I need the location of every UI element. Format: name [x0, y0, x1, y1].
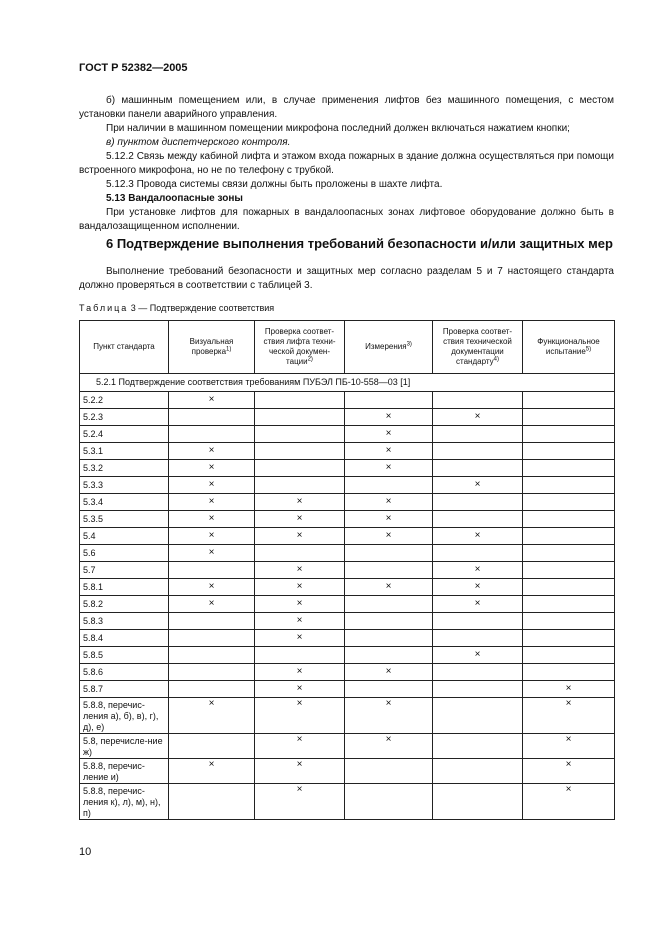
mark-cell: ×: [433, 409, 523, 426]
mark-cell: [433, 443, 523, 460]
mark-cell: [433, 392, 523, 409]
item-cell: 5.8.3: [80, 613, 169, 630]
mark-cell: [523, 392, 615, 409]
item-cell: 5.8.8, перечис-ление и): [80, 759, 169, 784]
mark-cell: ×: [255, 759, 345, 784]
mark-cell: [523, 630, 615, 647]
mark-cell: [255, 647, 345, 664]
mark-cell: ×: [345, 426, 433, 443]
table-row: [80, 562, 615, 579]
paragraph: При установке лифтов для пожарных в вандалоопасных зонах лифтовое оборудование должно быть в вандалозащищенном исполнении.: [79, 207, 614, 232]
mark-cell: ×: [433, 528, 523, 545]
header-cell-visual: Визуальная проверка$^{1)}$: [169, 321, 255, 374]
mark-cell: [523, 460, 615, 477]
table-row: [80, 698, 615, 734]
mark-cell: ×: [169, 545, 255, 562]
item-cell: 5.3.4: [80, 494, 169, 511]
mark-cell: [433, 681, 523, 698]
item-cell: 5.8.2: [80, 596, 169, 613]
table-row: [80, 443, 615, 460]
item-cell: 5.3.5: [80, 511, 169, 528]
mark-cell: ×: [433, 579, 523, 596]
mark-cell: [433, 630, 523, 647]
mark-cell: [169, 681, 255, 698]
mark-cell: [523, 477, 615, 494]
mark-cell: ×: [255, 596, 345, 613]
mark-cell: ×: [523, 759, 615, 784]
mark-cell: [433, 426, 523, 443]
mark-cell: ×: [169, 579, 255, 596]
mark-cell: ×: [169, 443, 255, 460]
mark-cell: ×: [433, 647, 523, 664]
item-cell: 5.6: [80, 545, 169, 562]
mark-cell: ×: [169, 477, 255, 494]
item-cell: 5.3.3: [80, 477, 169, 494]
table-caption: [79, 303, 274, 313]
table-row: [80, 460, 615, 477]
mark-cell: ×: [169, 698, 255, 734]
mark-cell: ×: [255, 511, 345, 528]
table-caption-label: Таблица: [79, 303, 129, 313]
mark-cell: ×: [523, 734, 615, 759]
table-row: [80, 613, 615, 630]
intro-block: [79, 265, 614, 293]
table-row: [80, 392, 615, 409]
item-cell: 5.8.4: [80, 630, 169, 647]
mark-cell: ×: [255, 698, 345, 734]
mark-cell: [523, 528, 615, 545]
item-cell: 5.2.3: [80, 409, 169, 426]
mark-cell: [523, 409, 615, 426]
mark-cell: [169, 426, 255, 443]
paragraph: При наличии в машинном помещении микрофона последний должен включаться нажатием кнопки;: [106, 123, 570, 134]
mark-cell: [169, 734, 255, 759]
item-cell: 5.8.8, перечис-ления к), л), м), н), п): [80, 784, 169, 820]
mark-cell: ×: [523, 784, 615, 820]
section-heading: 6 Подтверждение выполнения требований безопасности и/или защитных мер: [106, 236, 613, 251]
header-cell-doc-check: Проверка соответ-ствия лифта техни-ческой докумен-тации$^{2)}$: [255, 321, 345, 374]
mark-cell: ×: [255, 562, 345, 579]
table-row: [80, 734, 615, 759]
header-cell-functional-test: Функциональное испытание$^{5)}$: [523, 321, 615, 374]
table-row: [80, 494, 615, 511]
item-cell: 5.8, перечисле-ние ж): [80, 734, 169, 759]
mark-cell: [523, 579, 615, 596]
mark-cell: [255, 477, 345, 494]
mark-cell: ×: [169, 759, 255, 784]
table-row: [80, 784, 615, 820]
mark-cell: ×: [255, 494, 345, 511]
mark-cell: ×: [169, 596, 255, 613]
mark-cell: [433, 698, 523, 734]
span-row-cell: 5.2.1 Подтверждение соответствия требованиям ПУБЭЛ ПБ-10-558—03 [1]: [80, 374, 615, 392]
mark-cell: [345, 759, 433, 784]
item-cell: 5.3.2: [80, 460, 169, 477]
table-row: [80, 511, 615, 528]
mark-cell: [345, 647, 433, 664]
mark-cell: [523, 443, 615, 460]
header-cell-item: Пункт стандарта: [80, 321, 169, 374]
mark-cell: [255, 443, 345, 460]
mark-cell: ×: [345, 494, 433, 511]
mark-cell: ×: [169, 511, 255, 528]
mark-cell: [169, 613, 255, 630]
mark-cell: [345, 681, 433, 698]
mark-cell: [433, 460, 523, 477]
table-row: [80, 528, 615, 545]
mark-cell: [169, 409, 255, 426]
mark-cell: ×: [169, 392, 255, 409]
header-cell-standard-check: Проверка соответ-ствия технической документации стандарту$^{4)}$: [433, 321, 523, 374]
item-cell: 5.8.5: [80, 647, 169, 664]
mark-cell: [345, 596, 433, 613]
intro-paragraph: Выполнение требований безопасности и защитных мер согласно разделам 5 и 7 настоящего стандарта должно проверяться в соответствии с таблицей 3.: [79, 266, 614, 291]
table-row: [80, 630, 615, 647]
mark-cell: ×: [255, 681, 345, 698]
item-cell: 5.8.8, перечис-ления а), б), в), г), д), е): [80, 698, 169, 734]
mark-cell: [169, 664, 255, 681]
document-header: ГОСТ Р 52382—2005: [79, 62, 188, 74]
mark-cell: [345, 477, 433, 494]
mark-cell: [433, 494, 523, 511]
table-span-row: [80, 374, 615, 392]
mark-cell: ×: [255, 579, 345, 596]
mark-cell: ×: [169, 460, 255, 477]
subsection-heading: 5.13 Вандалоопасные зоны: [106, 193, 243, 204]
table-row: [80, 477, 615, 494]
mark-cell: [345, 562, 433, 579]
mark-cell: [169, 630, 255, 647]
mark-cell: [255, 460, 345, 477]
item-cell: 5.3.1: [80, 443, 169, 460]
mark-cell: [523, 545, 615, 562]
item-cell: 5.4: [80, 528, 169, 545]
mark-cell: [345, 392, 433, 409]
text-block: [79, 94, 614, 234]
mark-cell: [255, 545, 345, 562]
table-caption-text: 3 — Подтверждение соответствия: [128, 303, 275, 313]
mark-cell: ×: [433, 596, 523, 613]
item-cell: 5.2.2: [80, 392, 169, 409]
mark-cell: [433, 784, 523, 820]
mark-cell: [523, 596, 615, 613]
mark-cell: [169, 647, 255, 664]
mark-cell: [523, 426, 615, 443]
mark-cell: [169, 562, 255, 579]
conformity-table: [79, 320, 615, 820]
mark-cell: [255, 409, 345, 426]
mark-cell: [345, 613, 433, 630]
mark-cell: ×: [345, 409, 433, 426]
mark-cell: [433, 613, 523, 630]
table-header-row: [80, 321, 615, 374]
mark-cell: ×: [433, 562, 523, 579]
mark-cell: ×: [345, 460, 433, 477]
mark-cell: ×: [345, 579, 433, 596]
item-cell: 5.2.4: [80, 426, 169, 443]
mark-cell: [169, 784, 255, 820]
mark-cell: ×: [255, 784, 345, 820]
paragraph: 5.12.3 Провода системы связи должны быть проложены в шахте лифта.: [106, 179, 443, 190]
header-cell-measurement: Измерения$^{3)}$: [345, 321, 433, 374]
mark-cell: ×: [255, 664, 345, 681]
mark-cell: [345, 630, 433, 647]
mark-cell: [433, 759, 523, 784]
mark-cell: ×: [345, 664, 433, 681]
mark-cell: [523, 647, 615, 664]
mark-cell: ×: [345, 698, 433, 734]
mark-cell: [345, 784, 433, 820]
table-row: [80, 647, 615, 664]
mark-cell: ×: [345, 734, 433, 759]
paragraph: б) машинным помещением или, в случае применения лифтов без машинного помещения, с местом установки панели аварийного управления.: [79, 95, 614, 120]
item-cell: 5.7: [80, 562, 169, 579]
table-row: [80, 579, 615, 596]
mark-cell: [433, 664, 523, 681]
mark-cell: [433, 511, 523, 528]
mark-cell: ×: [523, 681, 615, 698]
table-row: [80, 426, 615, 443]
table-row: [80, 664, 615, 681]
mark-cell: ×: [255, 613, 345, 630]
table-row: [80, 759, 615, 784]
mark-cell: [523, 613, 615, 630]
paragraph: в) пунктом диспетчерского контроля.: [106, 137, 291, 148]
mark-cell: [433, 734, 523, 759]
mark-cell: ×: [345, 443, 433, 460]
mark-cell: [523, 511, 615, 528]
mark-cell: [523, 494, 615, 511]
mark-cell: [255, 392, 345, 409]
mark-cell: ×: [169, 494, 255, 511]
item-cell: 5.8.7: [80, 681, 169, 698]
item-cell: 5.8.1: [80, 579, 169, 596]
mark-cell: ×: [345, 511, 433, 528]
mark-cell: ×: [255, 630, 345, 647]
table-row: [80, 545, 615, 562]
mark-cell: ×: [523, 698, 615, 734]
mark-cell: [523, 664, 615, 681]
item-cell: 5.8.6: [80, 664, 169, 681]
mark-cell: ×: [255, 528, 345, 545]
table-row: [80, 681, 615, 698]
table-row: [80, 596, 615, 613]
mark-cell: [433, 545, 523, 562]
mark-cell: ×: [345, 528, 433, 545]
mark-cell: ×: [169, 528, 255, 545]
mark-cell: [255, 426, 345, 443]
mark-cell: [523, 562, 615, 579]
paragraph: 5.12.2 Связь между кабиной лифта и этажом входа пожарных в здание должна осуществляться при помощи встроенного микрофона, но не по телефону с трубкой.: [79, 151, 614, 176]
page-number: 10: [79, 846, 92, 858]
mark-cell: ×: [433, 477, 523, 494]
mark-cell: [345, 545, 433, 562]
mark-cell: ×: [255, 734, 345, 759]
table-row: [80, 409, 615, 426]
